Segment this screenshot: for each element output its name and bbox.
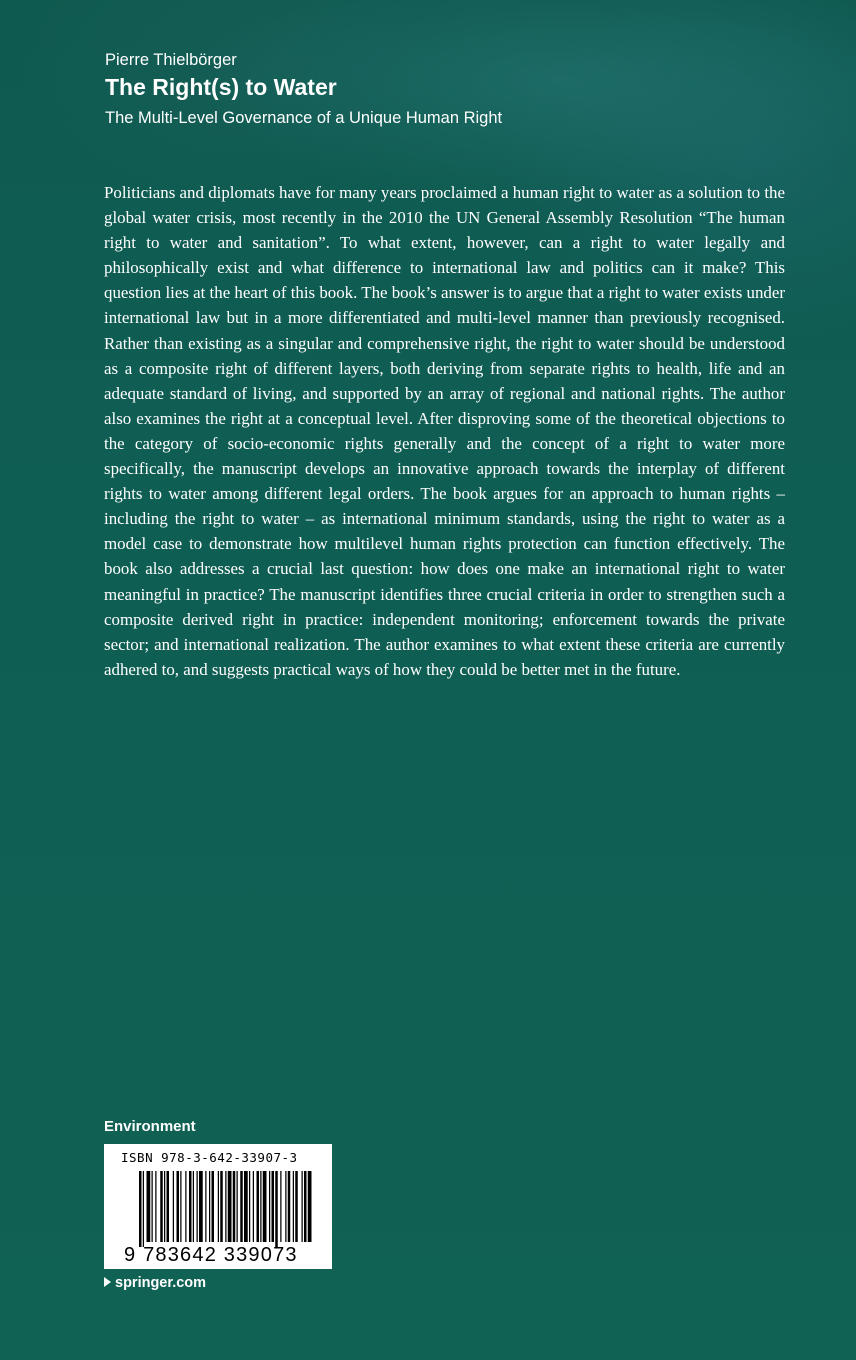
barcode-bar: [152, 1171, 153, 1242]
barcode-bar: [295, 1171, 298, 1242]
barcode-bar: [240, 1171, 243, 1242]
barcode-bar: [288, 1171, 291, 1242]
category-label: Environment: [104, 1118, 196, 1135]
barcode-bar: [260, 1171, 261, 1242]
barcode-bar: [180, 1171, 181, 1242]
isbn-barcode: [104, 1144, 332, 1269]
barcode-bar: [185, 1171, 186, 1242]
barcode-bar: [193, 1171, 194, 1242]
barcode-bar: [197, 1171, 198, 1242]
barcode-bar: [189, 1171, 192, 1242]
barcode-bar: [269, 1171, 270, 1242]
barcode-bar: [220, 1171, 223, 1242]
cover-header: [105, 49, 805, 146]
barcode-bar: [167, 1171, 170, 1242]
barcode-bar: [143, 1171, 144, 1247]
barcode-bar: [280, 1171, 281, 1242]
barcode-bar: [237, 1171, 238, 1242]
barcode-bar: [228, 1171, 232, 1242]
barcode-bar: [304, 1171, 307, 1242]
barcode-bar: [225, 1171, 226, 1242]
barcode-bar: [244, 1171, 248, 1242]
barcode-bar: [209, 1171, 210, 1242]
barcode-bar: [147, 1171, 151, 1242]
barcode-bar: [249, 1171, 250, 1242]
barcode-bar: [308, 1171, 312, 1242]
isbn-number: ISBN 978-3-642-33907-3: [121, 1150, 298, 1165]
barcode-bar: [205, 1171, 206, 1242]
book-description: [104, 180, 785, 682]
triangle-arrow-icon: [104, 1277, 111, 1287]
barcode-bar: [164, 1171, 165, 1242]
barcode-bar: [199, 1171, 203, 1242]
barcode-bar: [275, 1171, 278, 1247]
barcode-bar: [160, 1171, 163, 1242]
barcode-digits: 9 783642 339073: [124, 1244, 298, 1266]
description-text: Politicians and diplomats have for many years proclaimed a human right to water as a solution to the global water crisis, most recently in the 2010 the UN General Assembly Resolution “The human right to water and sanitation”. To what extent, however, can a right to water legally and philosophically exist and what difference to international law and politics can it make? This question lies at the heart of this book. The book’s answer is to argue that a right to water exists under international law but in a more differentiated and multi-level manner than previously recognised. Rather than existing as a singular and comprehensive right, the right to water should be understood as a composite right of different layers, both deriving from separate rights to health, life and an adequate standard of living, and supported by an array of regional and national rights. The author also examines the right at a conceptual level. After disproving some of the theoretical objections to the category of socio-economic rights generally and the concept of a right to water more specifically, the manuscript develops an innovative approach towards the interplay of different rights to water among different legal orders. The book argues for an approach to human rights – including the right to water – as international minimum standards, using the right to water as a model case to demonstrate how multilevel human rights protection can function effectively. The book also addresses a crucial last question: how does one make an international right to water meaningful in practice? The manuscript identifies three crucial criteria in order to strengthen such a composite derived right in practice: independent monitoring; enforcement towards the private sector; and international realization. The author examines to what extent these criteria are currently adhered to, and suggests practical ways of how they could be better met in the future.: [104, 183, 785, 679]
barcode-bar: [155, 1171, 156, 1242]
barcode-bar: [293, 1171, 294, 1242]
book-subtitle: The Multi-Level Governance of a Unique Human Right: [105, 109, 503, 127]
barcode-bar: [257, 1171, 260, 1242]
barcode-bar: [218, 1171, 219, 1242]
barcode-bar: [212, 1171, 215, 1242]
barcode-bar: [302, 1171, 303, 1242]
barcode-bar: [139, 1171, 142, 1247]
barcode-bar: [233, 1171, 236, 1242]
barcode-bar: [253, 1171, 254, 1242]
barcode-bar: [177, 1171, 180, 1242]
barcode-bar: [272, 1171, 275, 1242]
author-name: Pierre Thielbörger: [105, 51, 237, 69]
publisher-url: springer.com: [115, 1275, 207, 1291]
book-title: The Right(s) to Water: [105, 74, 337, 100]
barcode-bar: [173, 1171, 174, 1242]
barcode-bar: [285, 1171, 286, 1242]
barcode-bar: [263, 1171, 267, 1242]
publisher-link[interactable]: [104, 1273, 206, 1293]
